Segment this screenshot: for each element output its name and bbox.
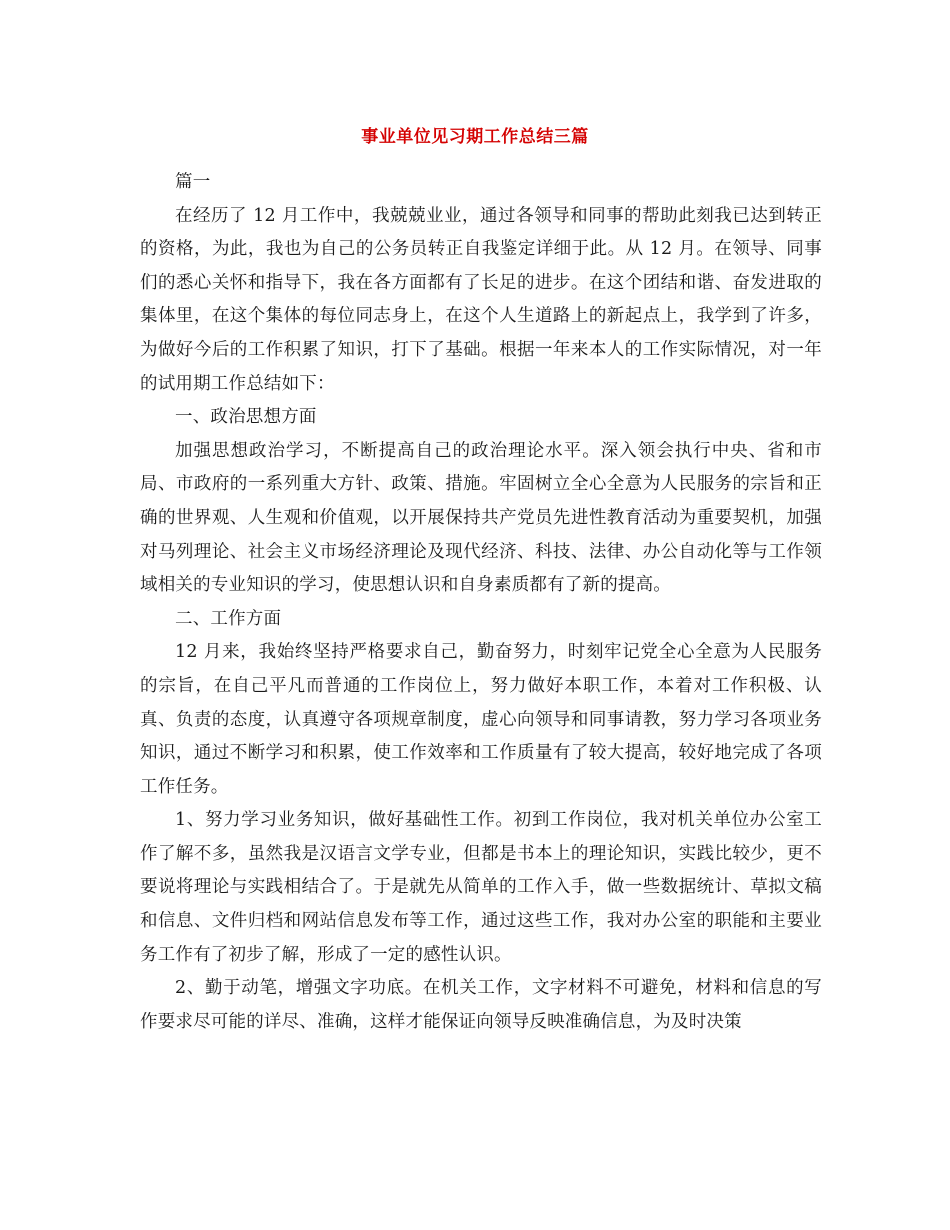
document-body: [140, 166, 822, 1039]
section-heading: 篇一: [175, 172, 211, 192]
document-title: 事业单位见习期工作总结三篇: [361, 127, 589, 147]
paragraph: 1、努力学习业务知识，做好基础性工作。初到工作岗位，我对机关单位办公室工作了解不多，虽然我是汉语言文学专业，但都是书本上的理论知识，实践比较少，更不要说将理论与实践相结合了。于是就先从简单的工作入手，做一些数据统计、草拟文稿和信息、文件归档和网站信息发布等工作，通过这些工作，我对办公室的职能和主要业务工作有了初步了解，形成了一定的感性认识。: [140, 810, 822, 965]
paragraph: 2、勤于动笔，增强文字功底。在机关工作，文字材料不可避免，材料和信息的写作要求尽可能的详尽、准确，这样才能保证向领导反映准确信息，为及时决策: [140, 978, 822, 1032]
paragraph: 在经历了 12 月工作中，我兢兢业业，通过各领导和同事的帮助此刻我已达到转正的资格，为此，我也为自己的公务员转正自我鉴定详细于此。从 12 月。在领导、同事们的悉心关怀和指导下，我在各方面都有了长足的进步。在这个团结和谐、奋发进取的集体里，在这个集体的每位同志身上，在这个人生道路上的新起点上，我学到了许多，为做好今后的工作积累了知识，打下了基础。根据一年来本人的工作实际情况，对一年的试用期工作总结如下：: [140, 205, 822, 394]
paragraph: 12 月来，我始终坚持严格要求自己，勤奋努力，时刻牢记党全心全意为人民服务的宗旨，在自己平凡而普通的工作岗位上，努力做好本职工作，本着对工作积极、认真、负责的态度，认真遵守各项规章制度，虚心向领导和同事请教，努力学习各项业务知识，通过不断学习和积累，使工作效率和工作质量有了较大提高，较好地完成了各项工作任务。: [140, 642, 822, 797]
section-heading: 一、政治思想方面: [175, 407, 317, 428]
section-heading: 二、工作方面: [175, 608, 282, 629]
paragraph: 加强思想政治学习，不断提高自己的政治理论水平。深入领会执行中央、省和市局、市政府的一系列重大方针、政策、措施。牢固树立全心全意为人民服务的宗旨和正确的世界观、人生观和价值观，以开展保持共产党员先进性教育活动为重要契机，加强对马列理论、社会主义市场经济理论及现代经济、科技、法律、办公自动化等与工作领域相关的专业知识的学习，使思想认识和自身素质都有了新的提高。: [140, 440, 822, 596]
